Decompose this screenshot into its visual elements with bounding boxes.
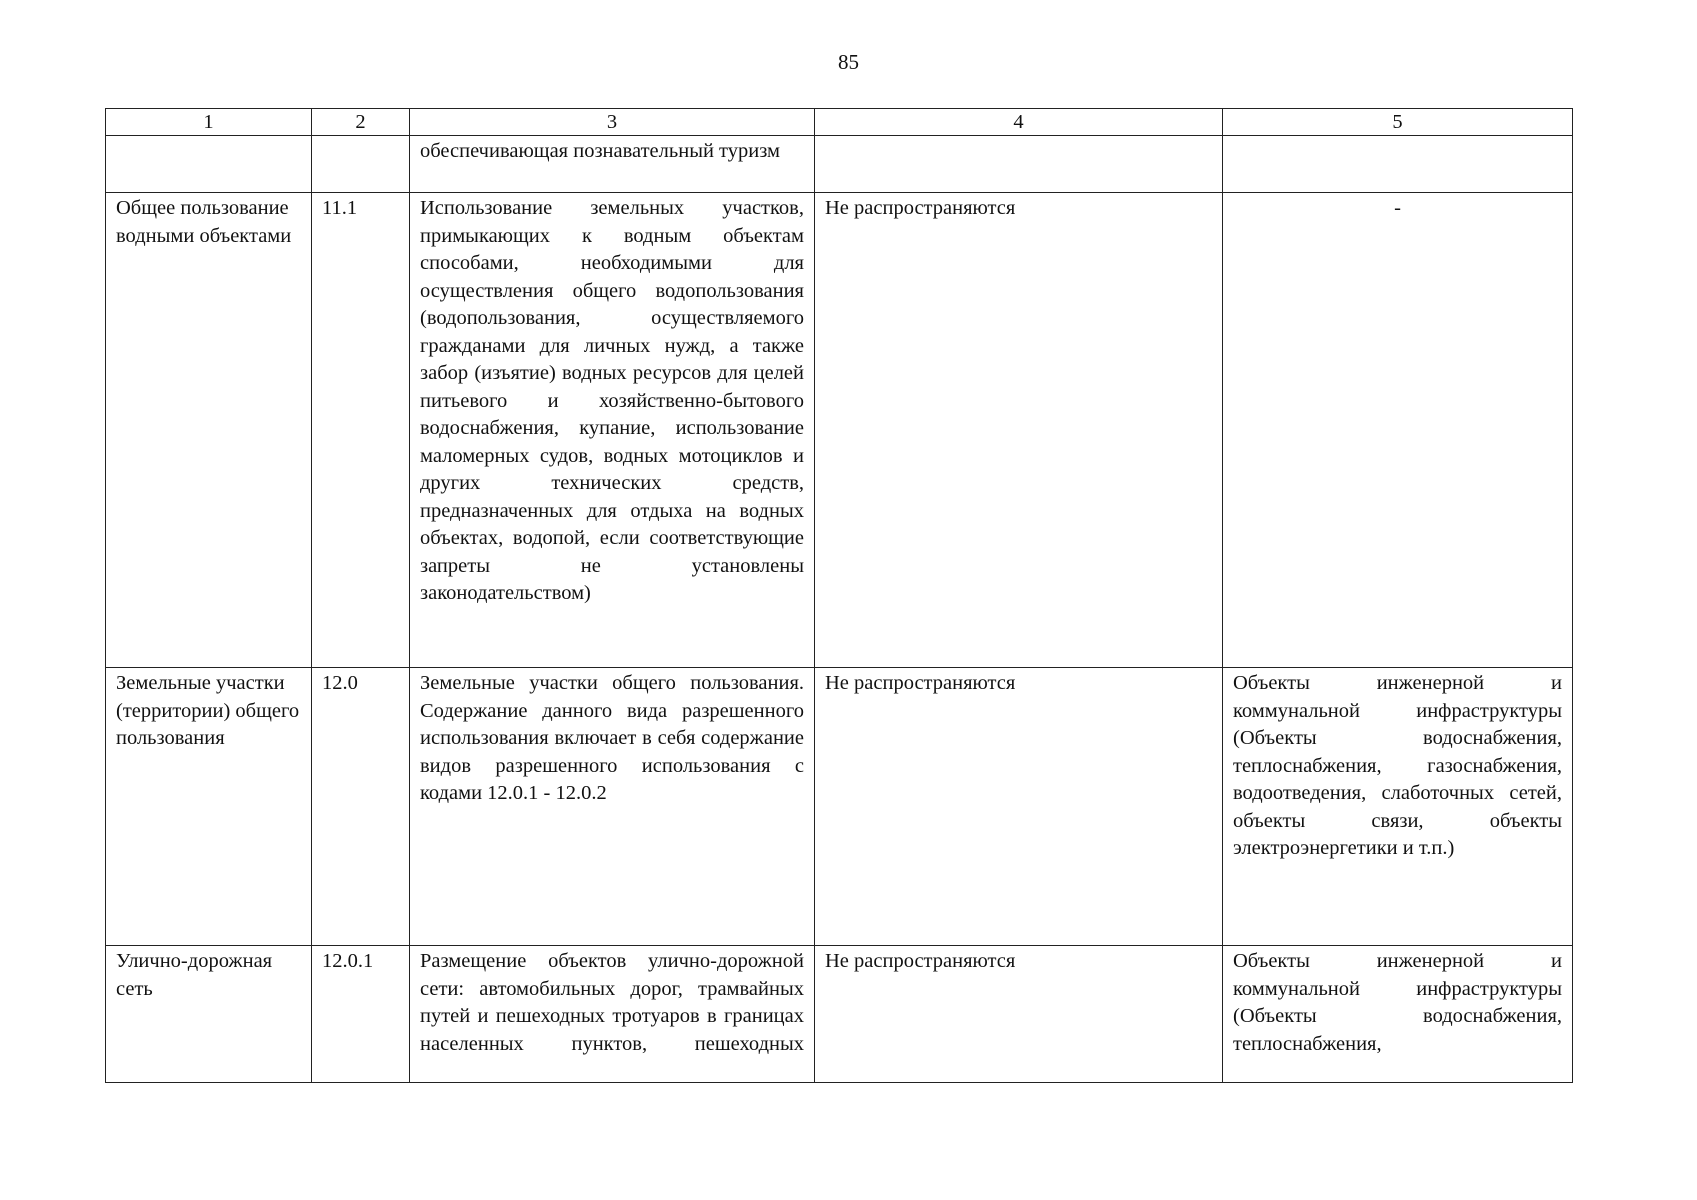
regulations-table [105, 108, 1573, 1083]
use-code-cell [312, 136, 410, 193]
use-code-cell: 12.0.1 [312, 946, 410, 1083]
limits-cell: Не распространяются [815, 193, 1223, 668]
use-name-cell: Общее пользование водными объектами [106, 193, 312, 668]
use-code-cell: 12.0 [312, 668, 410, 946]
table-row [106, 136, 1573, 193]
column-header: 4 [815, 109, 1223, 136]
table-header-row [106, 109, 1573, 136]
column-header: 1 [106, 109, 312, 136]
limits-cell: Не распространяются [815, 946, 1223, 1083]
table-row [106, 668, 1573, 946]
page-number: 85 [838, 50, 859, 74]
column-header: 3 [410, 109, 815, 136]
use-code-cell: 11.1 [312, 193, 410, 668]
auxiliary-uses-cell: - [1223, 193, 1573, 668]
limits-cell [815, 136, 1223, 193]
table-row [106, 946, 1573, 1083]
column-header: 5 [1223, 109, 1573, 136]
auxiliary-uses-cell: Объекты инженерной и коммунальной инфраструктуры (Объекты водоснабжения, теплоснабжения, газоснабжения, водоотведения, слаботочных сетей, объекты связи, объекты электроэнергетики и т.п.) [1223, 668, 1573, 946]
use-name-cell [106, 136, 312, 193]
auxiliary-uses-cell [1223, 136, 1573, 193]
use-name-cell: Земельные участки (территории) общего пользования [106, 668, 312, 946]
limits-cell: Не распространяются [815, 668, 1223, 946]
use-description-cell: Земельные участки общего пользования. Содержание данного вида разрешенного использования включает в себя содержание видов разрешенного использования с кодами 12.0.1 - 12.0.2 [410, 668, 815, 946]
use-description-cell: Использование земельных участков, примыкающих к водным объектам способами, необходимыми для осуществления общего водопользования (водопользования, осуществляемого гражданами для личных нужд, а также забор (изъятие) водных ресурсов для целей питьевого и хозяйственно-бытового водоснабжения, купание, использование маломерных судов, водных мотоциклов и других технических средств, предназначенных для отдыха на водных объектах, водопой, если соответствующие запреты не установлены законодательством) [410, 193, 815, 668]
use-description-cell: Размещение объектов улично-дорожной сети: автомобильных дорог, трамвайных путей и пешеходных тротуаров в границах населенных пунктов, пешеходных [410, 946, 815, 1083]
auxiliary-uses-cell: Объекты инженерной и коммунальной инфраструктуры (Объекты водоснабжения, теплоснабжения, [1223, 946, 1573, 1083]
table-row [106, 193, 1573, 668]
use-description-cell: обеспечивающая познавательный туризм [410, 136, 815, 193]
column-header: 2 [312, 109, 410, 136]
use-name-cell: Улично-дорожная сеть [106, 946, 312, 1083]
